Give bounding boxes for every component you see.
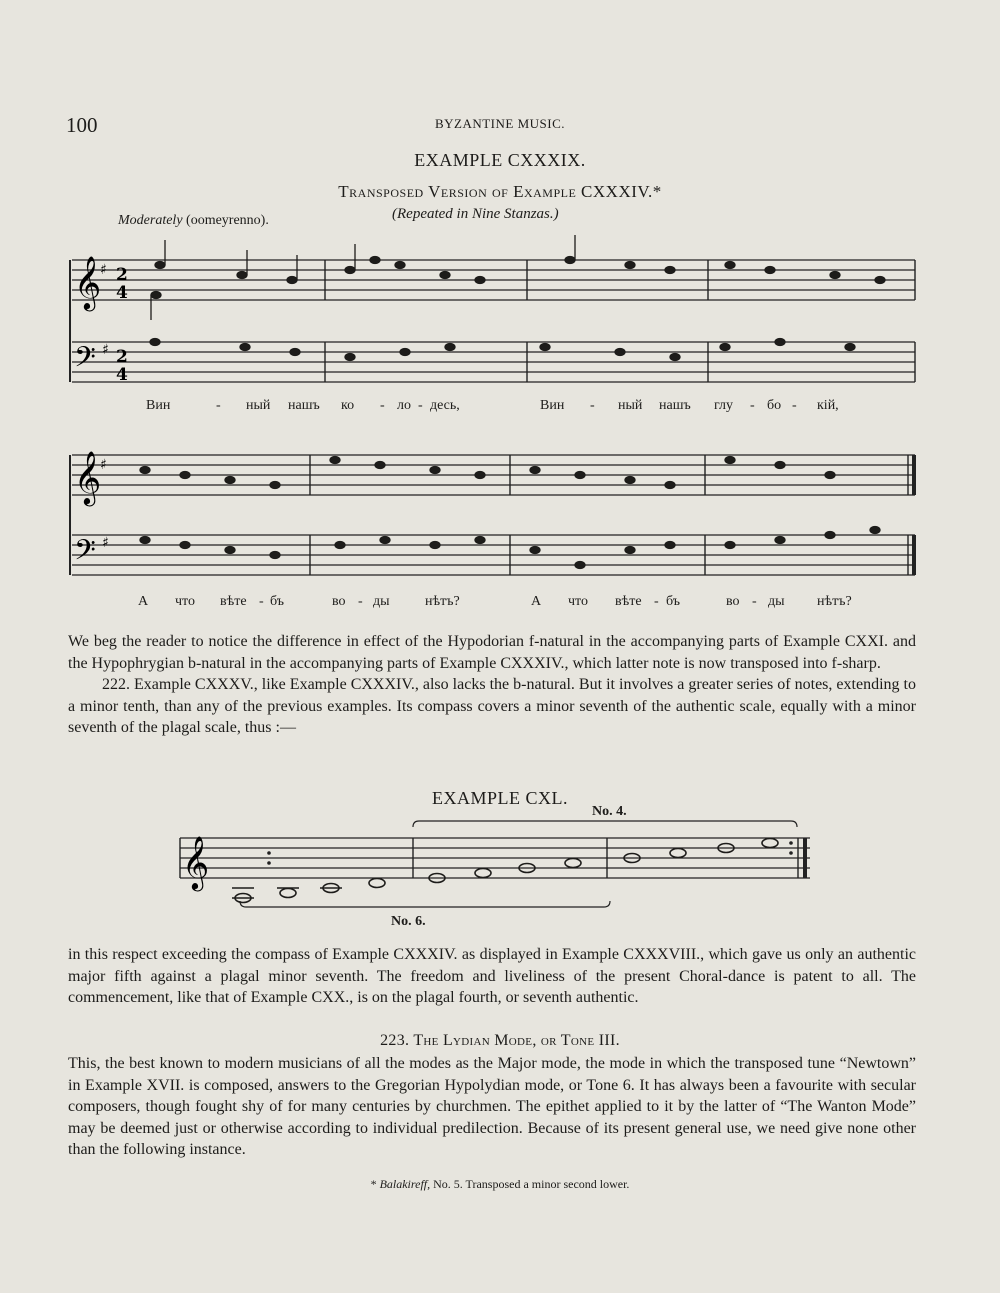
example-1-note: (Repeated in Nine Stanzas.) [392, 206, 559, 222]
paragraph-2: 222. Example CXXXV., like Example CXXXIV., also lacks the b-natural. But it involves a greater series of notes, extending to a minor tenth, than any of the previous examples. Its compass covers a minor seventh of the authentic scale, equally with a minor seventh of the plagal scale, thus :— [68, 676, 916, 736]
footnote-text: No. 5. Transposed a minor second lower. [430, 1177, 630, 1191]
time-signature-icon: 2 [116, 265, 128, 285]
tempo-marking [118, 213, 269, 229]
paragraph-4: This, the best known to modern musicians of all the modes as the Major mode, the mode in which the transposed tune “Newtown” in Example XVII. is composed, answers to the Gregorian Hypolydian mode, or Tone 6. It has always been a favourite with secular composers, though fought shy of for many centuries by churchmen. The epithet applied to it by the latter of “The Wanton Mode” may be deemed just or otherwise according to individual predilection. Because of its present general use, we need give none other than the following instance. [68, 1055, 916, 1158]
sharp-icon: ♯ [100, 262, 107, 278]
lyric-syllable: - [590, 398, 595, 413]
bass-clef-icon: 𝄢 [74, 341, 96, 381]
lyric-syllable: - [358, 594, 363, 609]
lyric-syllable: десь, [430, 398, 460, 413]
lyric-syllable: Вин [540, 398, 565, 413]
scale-label-bottom: No. 6. [391, 914, 426, 929]
lyric-syllable: ло [397, 398, 411, 413]
bass-staff-1 [72, 342, 915, 382]
lyric-syllable: что [568, 594, 588, 609]
example-2-title: EXAMPLE CXL. [432, 788, 568, 808]
lyric-syllable: во [726, 594, 740, 609]
lyric-syllable: ный [618, 398, 643, 413]
tempo-italic: Moderately [118, 213, 183, 228]
treble-clef-icon: 𝄞 [74, 255, 102, 309]
bass-staff-2 [72, 535, 915, 575]
lyric-syllable: ды [373, 594, 390, 609]
lyric-syllable: А [531, 594, 542, 609]
time-signature-icon: 4 [116, 365, 128, 385]
lyric-syllable: нашъ [288, 398, 320, 413]
example-1-subtitle: Transposed Version of Example CXXXIV.* [338, 182, 662, 201]
lyric-syllable: нѣтъ? [425, 594, 460, 609]
lyric-syllable: - [750, 398, 755, 413]
paragraph-3: in this respect exceeding the compass of Example CXXXIV. as displayed in Example CXXXVIII., which gave us only an authentic major fifth against a plagal minor seventh. The freedom and liveliness of the present Choral-dance is patent to all. The commencement, like that of Example CXX., is on the plagal fourth, or seventh authentic. [68, 946, 916, 1006]
treble-staff-1 [72, 260, 915, 300]
lyric-syllable: бо [767, 398, 782, 413]
treble-staff-2 [72, 455, 915, 495]
footnote-author: Balakireff, [379, 1177, 431, 1191]
paragraph-block-1 [68, 631, 916, 739]
lyric-syllable: бъ [270, 594, 285, 609]
treble-clef-icon: 𝄞 [74, 450, 102, 504]
lyric-syllable: вѣте [220, 594, 247, 609]
scale-staff [180, 838, 810, 878]
lyric-syllable: - [654, 594, 659, 609]
lyric-syllable: бъ [666, 594, 681, 609]
lyric-syllable: - [792, 398, 797, 413]
music-system-2 [60, 430, 920, 600]
tempo-rest: (oomeyrenno). [186, 213, 269, 228]
sharp-icon: ♯ [100, 457, 107, 473]
lyric-syllable: нашъ [659, 398, 691, 413]
lyric-syllable: - [380, 398, 385, 413]
lyric-syllable: - [216, 398, 221, 413]
example-1-title: EXAMPLE CXXXIX. [414, 150, 586, 170]
lyric-syllable: - [752, 594, 757, 609]
lyric-syllable: во [332, 594, 346, 609]
scale-label-top: No. 4. [592, 804, 627, 819]
lyric-syllable: ды [768, 594, 785, 609]
footnote [0, 1177, 1000, 1192]
time-signature-icon: 4 [116, 283, 128, 303]
paragraph-1: We beg the reader to notice the difference in effect of the Hypodorian f-natural in the accompanying parts of Example CXXI. and the Hypophrygian b-natural in the accompanying parts of Example CXXXIV., which latter note is now transposed into f-sharp. [68, 633, 916, 672]
sharp-icon: ♯ [102, 342, 109, 358]
bass-clef-icon: 𝄢 [74, 534, 96, 574]
lyric-syllable: Вин [146, 398, 171, 413]
footnote-marker: * [370, 1177, 380, 1191]
running-head: BYZANTINE MUSIC. [434, 116, 566, 131]
music-system-1 [60, 232, 920, 432]
lyric-syllable: что [175, 594, 195, 609]
lyric-syllable: вѣте [615, 594, 642, 609]
lyric-syllable: - [259, 594, 264, 609]
treble-clef-icon: 𝄞 [182, 835, 210, 889]
time-signature-icon: 2 [116, 347, 128, 367]
lyric-syllable: глу [714, 398, 734, 413]
lyric-syllable: ный [246, 398, 271, 413]
lyric-syllable: ко [341, 398, 355, 413]
lyric-syllable: А [138, 594, 149, 609]
section-heading: 223. The Lydian Mode, or Tone III. [380, 1032, 620, 1049]
lyric-syllable: кій, [817, 398, 839, 413]
lyric-syllable: нѣтъ? [817, 594, 852, 609]
page-number: 100 [66, 113, 98, 137]
sharp-icon: ♯ [102, 535, 109, 551]
music-scale-example [170, 810, 820, 920]
lyric-syllable: - [418, 398, 423, 413]
